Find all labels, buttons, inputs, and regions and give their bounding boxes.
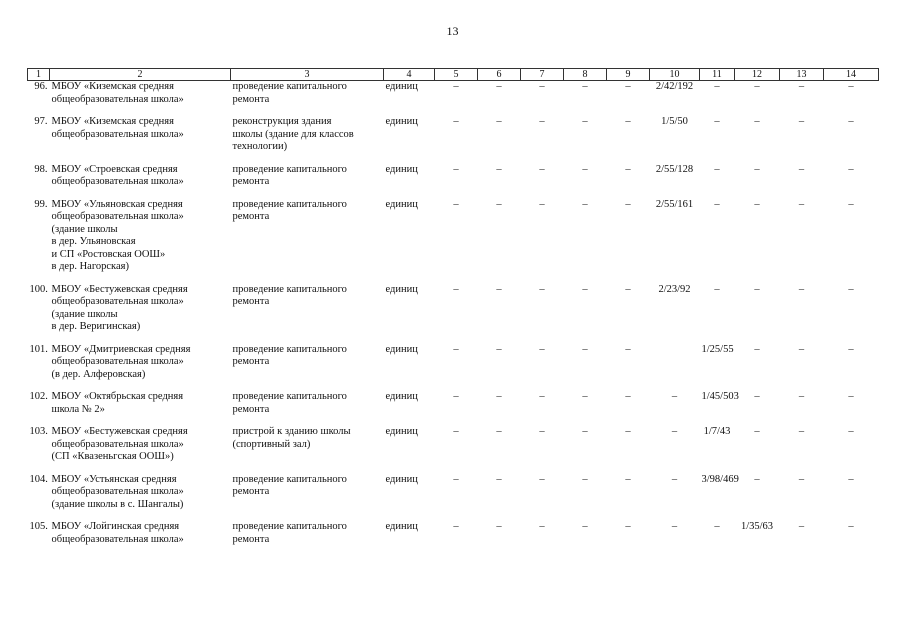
organization-line: общеобразовательная школа» [51, 356, 184, 367]
organization-line: МБОУ «Октябрьская средняя [51, 391, 184, 402]
work-type-cell [231, 116, 384, 164]
organization-cell [50, 116, 231, 164]
value-cell: 1/25/55 [701, 343, 734, 355]
work-type-line: проведение капитального [232, 81, 347, 92]
unit-cell: единиц [385, 521, 418, 532]
value-cell: – [848, 521, 854, 532]
value-cell: – [453, 116, 459, 127]
value-cell: – [496, 116, 502, 127]
table-row [28, 199, 879, 284]
organization-line: МБОУ «Строевская средняя [51, 163, 178, 175]
value-cell: – [848, 81, 854, 92]
table-row [28, 391, 879, 426]
row-number: 104. [29, 473, 48, 485]
organization-line: МБОУ «Киземская средняя [51, 116, 174, 127]
value-cell: – [496, 473, 502, 485]
value-cell: – [798, 81, 805, 92]
column-header: 9 [607, 69, 650, 81]
value-cell: – [625, 198, 631, 210]
column-header: 4 [384, 69, 435, 81]
unit-cell: единиц [385, 343, 418, 355]
value-cell: – [539, 163, 545, 175]
column-header: 2 [50, 69, 231, 81]
value-cell: – [539, 426, 545, 437]
unit-cell: единиц [385, 116, 418, 127]
value-cell [650, 344, 700, 392]
value-cell: – [714, 283, 720, 295]
value-cell: – [671, 473, 678, 485]
row-number: 100. [29, 283, 48, 295]
value-cell: 1/35/63 [740, 521, 774, 532]
table-row [28, 344, 879, 392]
organization-line: МБОУ «Киземская средняя [51, 81, 174, 92]
value-cell: – [848, 473, 854, 485]
value-cell: – [453, 198, 459, 210]
work-type-line: проведение капитального [232, 163, 347, 175]
value-cell: 2/23/92 [658, 283, 691, 295]
value-cell: – [582, 198, 588, 210]
value-cell: 3/98/469 [701, 473, 739, 485]
work-type-cell [231, 521, 384, 556]
work-type-cell [231, 391, 384, 426]
value-cell: – [453, 391, 459, 402]
value-cell: – [625, 343, 631, 355]
column-header: 8 [564, 69, 607, 81]
organization-cell [50, 391, 231, 426]
work-type-cell [231, 284, 384, 344]
value-cell: – [496, 391, 502, 402]
work-type-cell [231, 426, 384, 474]
value-cell: – [496, 198, 502, 210]
value-cell: – [798, 521, 805, 532]
value-cell: – [754, 473, 760, 485]
value-cell: – [582, 116, 588, 127]
organization-line: (здание школы [51, 223, 118, 235]
value-cell: – [625, 163, 631, 175]
value-cell: – [754, 391, 760, 402]
value-cell: – [798, 426, 805, 437]
organization-cell [50, 199, 231, 284]
organization-line: общеобразовательная школа» [51, 93, 184, 105]
value-cell: – [714, 521, 720, 532]
value-cell: – [625, 473, 631, 485]
value-cell: – [625, 81, 631, 92]
work-type-line: проведение капитального [232, 343, 347, 355]
column-header: 14 [824, 69, 879, 81]
value-cell: – [714, 116, 720, 127]
value-cell: – [582, 283, 588, 295]
value-cell: – [539, 391, 545, 402]
value-cell: – [798, 343, 805, 355]
organization-line: МБОУ «Бестужевская средняя [51, 426, 188, 437]
work-type-line: ремонта [232, 93, 270, 105]
column-header: 5 [435, 69, 478, 81]
organization-line: (здание школы в с. Шангалы) [51, 498, 184, 510]
work-type-line: ремонта [232, 296, 270, 307]
work-type-line: реконструкция здания [232, 116, 332, 127]
work-type-line: проведение капитального [232, 283, 347, 295]
work-type-cell [231, 474, 384, 522]
organization-cell [50, 344, 231, 392]
organization-cell [50, 474, 231, 522]
value-cell: – [453, 283, 459, 295]
value-cell: – [848, 426, 854, 437]
value-cell: – [798, 391, 805, 402]
organization-line: в дер. Нагорская) [51, 261, 129, 272]
organization-line: общеобразовательная школа» [51, 176, 184, 187]
value-cell: – [625, 116, 631, 127]
value-cell: – [453, 521, 459, 532]
column-header: 6 [478, 69, 521, 81]
value-cell: – [496, 343, 502, 355]
value-cell: 2/55/161 [655, 198, 694, 210]
value-cell: – [848, 163, 854, 175]
work-type-line: ремонта [232, 211, 270, 222]
unit-cell: единиц [385, 81, 418, 92]
value-cell: – [848, 116, 854, 127]
value-cell: – [625, 521, 631, 532]
header-row [28, 69, 879, 81]
value-cell: – [539, 116, 545, 127]
value-cell: – [496, 283, 502, 295]
table-body [28, 81, 879, 557]
work-type-line: проведение капитального [232, 391, 347, 402]
column-header: 1 [28, 69, 50, 81]
value-cell: – [625, 426, 631, 437]
work-type-line: ремонта [232, 403, 270, 415]
value-cell: 1/45/503 [701, 391, 739, 402]
value-cell: – [496, 521, 502, 532]
value-cell: – [496, 426, 502, 437]
work-type-line: ремонта [232, 356, 270, 367]
value-cell: – [671, 391, 678, 402]
work-type-line: школы (здание для классов [232, 128, 354, 140]
column-header: 3 [231, 69, 384, 81]
value-cell: – [453, 426, 459, 437]
organization-line: в дер. Веригинская) [51, 321, 141, 332]
work-type-cell [231, 199, 384, 284]
value-cell: – [539, 473, 545, 485]
organization-cell [50, 164, 231, 199]
value-cell: – [539, 521, 545, 532]
organization-line: школа № 2» [51, 403, 105, 415]
organization-line: МБОУ «Бестужевская средняя [51, 283, 188, 295]
value-cell: – [625, 283, 631, 295]
value-cell: – [453, 163, 459, 175]
organization-line: (в дер. Алферовская) [51, 368, 146, 380]
column-header: 13 [780, 69, 824, 81]
value-cell: 2/55/128 [655, 163, 694, 175]
value-cell: – [582, 521, 588, 532]
organization-line: (здание школы [51, 308, 118, 320]
value-cell: – [714, 163, 720, 175]
organization-cell [50, 521, 231, 556]
column-header: 7 [521, 69, 564, 81]
value-cell: – [848, 343, 854, 355]
value-cell: – [625, 391, 631, 402]
organization-line: МБОУ «Устьянская средняя [51, 473, 177, 485]
table-row [28, 164, 879, 199]
row-number: 96. [34, 81, 48, 92]
work-type-line: ремонта [232, 486, 270, 497]
value-cell: – [754, 81, 760, 92]
table-row [28, 81, 879, 117]
value-cell: – [582, 163, 588, 175]
value-cell: – [754, 426, 760, 437]
organization-line: (СП «Квазеньгская ООШ») [51, 451, 174, 462]
unit-cell: единиц [385, 391, 418, 402]
unit-cell: единиц [385, 283, 418, 295]
table-row [28, 426, 879, 474]
organization-line: общеобразовательная школа» [51, 296, 184, 307]
value-cell: – [754, 116, 760, 127]
work-type-line: технологии) [232, 141, 288, 152]
value-cell: – [539, 198, 545, 210]
work-type-line: пристрой к зданию школы [232, 426, 351, 437]
value-cell: – [582, 426, 588, 437]
value-cell: – [798, 163, 805, 175]
row-number: 101. [29, 343, 48, 355]
organization-cell [50, 426, 231, 474]
organization-line: общеобразовательная школа» [51, 438, 184, 450]
organization-line: общеобразовательная школа» [51, 533, 184, 545]
unit-cell: единиц [385, 198, 418, 210]
work-type-line: проведение капитального [232, 521, 347, 532]
row-number: 99. [34, 198, 48, 210]
value-cell: – [582, 343, 588, 355]
organization-cell [50, 284, 231, 344]
value-cell: – [848, 283, 854, 295]
organization-line: общеобразовательная школа» [51, 128, 184, 140]
work-type-cell [231, 81, 384, 117]
row-number: 102. [29, 391, 48, 402]
organization-line: общеобразовательная школа» [51, 486, 184, 497]
table-row [28, 521, 879, 556]
column-header: 11 [700, 69, 735, 81]
work-type-line: ремонта [232, 533, 270, 545]
value-cell: – [582, 473, 588, 485]
value-cell: – [539, 343, 545, 355]
value-cell: – [754, 163, 760, 175]
value-cell: – [671, 521, 678, 532]
value-cell: – [671, 426, 678, 437]
value-cell: – [496, 163, 502, 175]
value-cell: – [754, 283, 760, 295]
unit-cell: единиц [385, 163, 418, 175]
value-cell: 1/5/50 [661, 116, 688, 127]
value-cell: 1/7/43 [703, 426, 731, 437]
organization-line: общеобразовательная школа» [51, 211, 184, 222]
value-cell: – [582, 391, 588, 402]
value-cell: – [539, 81, 545, 92]
value-cell: – [798, 198, 805, 210]
organization-cell [50, 81, 231, 117]
table-row [28, 116, 879, 164]
unit-cell: единиц [385, 473, 418, 485]
value-cell: 2/42/192 [655, 81, 694, 92]
value-cell: – [582, 81, 588, 92]
organization-line: МБОУ «Лойгинская средняя [51, 521, 180, 532]
value-cell: – [714, 81, 720, 92]
table-row [28, 284, 879, 344]
work-type-line: ремонта [232, 176, 270, 187]
value-cell: – [539, 283, 545, 295]
value-cell: – [848, 198, 854, 210]
column-header: 10 [650, 69, 700, 81]
value-cell: – [798, 473, 805, 485]
row-number: 98. [34, 163, 48, 175]
data-table [27, 68, 879, 556]
value-cell: – [798, 116, 805, 127]
work-type-line: проведение капитального [232, 198, 347, 210]
value-cell: – [798, 283, 805, 295]
work-type-line: проведение капитального [232, 473, 347, 485]
organization-line: и СП «Ростовская ООШ» [51, 248, 166, 260]
unit-cell: единиц [385, 426, 418, 437]
value-cell: – [496, 81, 502, 92]
column-header: 12 [735, 69, 780, 81]
value-cell: – [754, 198, 760, 210]
value-cell: – [453, 81, 459, 92]
row-number: 103. [29, 426, 48, 437]
work-type-cell [231, 344, 384, 392]
work-type-line: (спортивный зал) [232, 438, 311, 450]
organization-line: МБОУ «Дмитриевская средняя [51, 343, 191, 355]
value-cell: – [848, 391, 854, 402]
organization-line: МБОУ «Ульяновская средняя [51, 198, 183, 210]
value-cell: – [453, 473, 459, 485]
table-row [28, 474, 879, 522]
value-cell: – [453, 343, 459, 355]
value-cell: – [714, 198, 720, 210]
organization-line: в дер. Ульяновская [51, 236, 136, 247]
row-number: 105. [29, 521, 48, 532]
page-number: 13 [446, 24, 459, 38]
row-number: 97. [34, 116, 48, 127]
value-cell: – [754, 343, 760, 355]
work-type-cell [231, 164, 384, 199]
